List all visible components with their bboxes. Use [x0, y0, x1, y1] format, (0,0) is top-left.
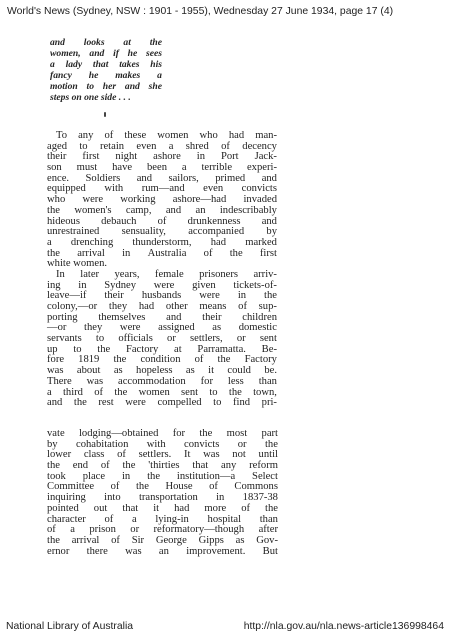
caption-line: and looks at the: [50, 37, 162, 48]
article-line: son must have been a terrible experi-: [47, 162, 277, 174]
article-line: ernor there was an improvement. But: [47, 545, 278, 557]
article-line: fore 1819 the condition of the Factory: [47, 354, 277, 366]
article-line: up to the Factory at Parramatta. Be-: [47, 343, 277, 355]
article-column-lower: [47, 429, 278, 557]
article-line: hideous debauch of drunkenness and: [47, 215, 277, 227]
article-line: colony,—or they had other means of sup-: [47, 301, 277, 312]
article-line: servants to officials or settlers, or sent: [47, 333, 277, 345]
article-line: inquiring into transportation in 1837-38: [47, 492, 278, 504]
caption-line: fancy he makes a: [50, 70, 162, 81]
article-line: and the rest were compelled to find pri-: [47, 397, 277, 409]
article-line: the end of the 'thirties that any reform: [47, 460, 278, 472]
caption-line: steps on one side . . .: [50, 92, 131, 103]
article-line: There was accommodation for less than: [47, 375, 277, 387]
article-line: To any of these women who had man-: [56, 130, 277, 141]
article-line: was about as hopeless as it could be.: [47, 365, 277, 377]
article-line: leave—if their husbands were in the: [47, 290, 277, 302]
article-line: took place in the institution—a Select: [47, 470, 278, 482]
article-line: who were working ashore—had invaded: [47, 194, 277, 206]
page-header-citation: World's News (Sydney, NSW : 1901 - 1955), Wednesday 27 June 1934, page 17 (4): [7, 6, 394, 17]
article-line: —or they were assigned as domestic: [47, 322, 277, 334]
article-line: unrestrained sensuality, accompanied by: [47, 226, 277, 238]
article-line: their first night ashore in Port Jack-: [47, 151, 277, 163]
article-line: the arrival in Australia of the first: [47, 247, 277, 259]
article-line: the women's camp, and an indescribably: [47, 204, 277, 216]
article-line: porting themselves and their children: [47, 311, 277, 323]
illustration-caption: [50, 37, 162, 103]
article-line: In later years, female prisoners arriv-: [56, 268, 277, 280]
article-line: by cohabitation with convicts or the: [47, 438, 278, 450]
article-line: the arrival of Sir George Gipps as Gov-: [47, 534, 278, 546]
article-line: lower class of settlers. It was not until: [47, 449, 278, 461]
caption-line: a lady that takes his: [50, 59, 162, 70]
article-line: Committee of the House of Commons: [47, 481, 278, 493]
caption-line: women, and if he sees: [50, 48, 162, 59]
footer-source: National Library of Australia: [6, 621, 134, 632]
footer-url[interactable]: http://nla.gov.au/nla.news-article136998464: [243, 621, 444, 632]
article-line: a drenching thunderstorm, had marked: [47, 236, 277, 248]
article-line: white women.: [47, 258, 108, 270]
article-line: character of a lying-in hospital than: [47, 513, 278, 525]
article-line: vate lodging—obtained for the most part: [47, 428, 278, 439]
article-line: a third of the women sent to the town,: [47, 386, 277, 398]
article-line: of a prison or reformatory—though after: [47, 524, 278, 536]
article-line: ing in Sydney were given tickets-of-: [47, 279, 277, 291]
article-column-upper: [47, 131, 277, 409]
article-line: aged to retain even a shred of decency: [47, 140, 277, 152]
article-line: equipped with rum—and even convicts: [47, 183, 277, 195]
caption-line: motion to her and she: [50, 81, 162, 92]
article-line: pointed out that it had more of the: [47, 502, 278, 514]
article-line: ence. Soldiers and sailors, primed and: [47, 172, 277, 184]
print-speck: [104, 112, 106, 117]
